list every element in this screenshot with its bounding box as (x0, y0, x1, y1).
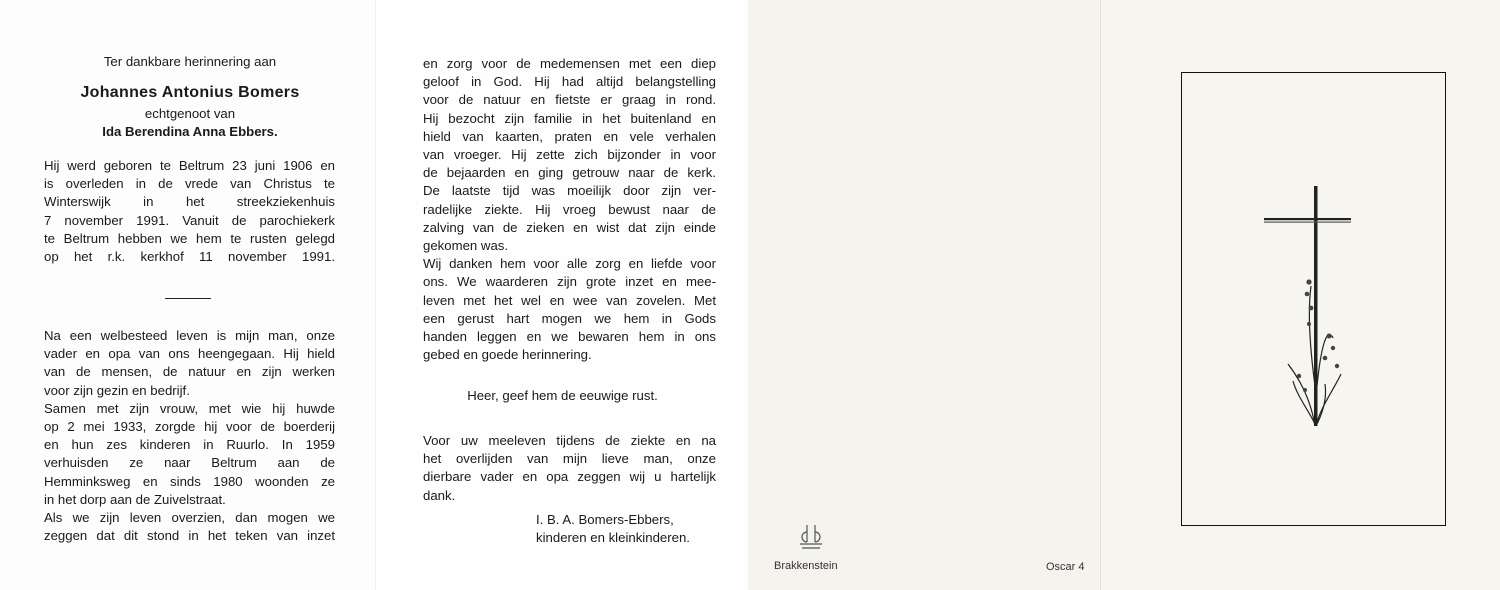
text-line: dank. (423, 487, 456, 503)
text-line: en hun zes kinderen in Ruurlo. In 1959 (44, 437, 335, 453)
text-line: geloof in God. Hij had altijd belangstelling (423, 74, 716, 90)
text-line: voor zijn gezin en bedrijf. (44, 382, 190, 398)
deceased-name: Johannes Antonius Bomers (80, 84, 300, 101)
text-line: Voor uw meeleven tijdens de ziekte en na (423, 433, 716, 448)
text-line: de bejaarden en ging getrouw naar de kerk. (423, 165, 716, 181)
text-line: dierbare vader en opa zeggen wij u hartelijk (423, 469, 716, 485)
card-model: Oscar 4 (1046, 561, 1085, 573)
text-line: gekomen was. (423, 238, 509, 254)
text-line: Na een welbesteed leven is mijn man, onze (44, 328, 335, 343)
text-line: een gerust hart mogen we hem in Gods (423, 310, 716, 326)
text-line: voor de natuur en fietste er graag in rond. (423, 92, 716, 108)
text-line: van de mensen, de natuur en zijn werken (44, 364, 335, 380)
signature-family: kinderen en kleinkinderen. (536, 530, 690, 545)
publisher-logo-icon (796, 522, 826, 552)
spouse-name: Ida Berendina Anna Ebbers. (102, 124, 278, 139)
card-page-left (0, 0, 375, 590)
text-line: op het r.k. kerkhof 11 november 1991. (44, 249, 335, 265)
text-line: is overleden in de vrede van Christus te (44, 176, 335, 192)
text-line: Winterswijk in het streekziekenhuis (44, 194, 335, 210)
text-line: verhuisden ze naar Beltrum aan de (44, 455, 335, 471)
publisher-name: Brakkenstein (774, 560, 838, 572)
text-line: Hij werd geboren te Beltrum 23 juni 1906 en (44, 158, 335, 173)
text-line: te Beltrum hebben we hem te rusten gelegd (44, 230, 335, 246)
text-line: 7 november 1991. Vanuit de parochiekerk (44, 212, 335, 228)
text-line: Hemminksweg en sinds 1980 woonden ze (44, 473, 335, 489)
text-line: leven met het wel en wee van zovelen. Met (423, 292, 716, 308)
spouse-relation: echtgenoot van (144, 106, 236, 121)
text-line: gebed en goede herinnering. (423, 347, 592, 363)
card-cover (1100, 0, 1500, 590)
text-line: radelijke ziekte. Hij vroeg bewust naar de (423, 201, 716, 217)
card-back (748, 0, 1100, 590)
text-line: handen leggen en we bewaren hem in ons (423, 329, 716, 345)
text-line: vader en opa van ons heengegaan. Hij hield (44, 346, 335, 362)
text-line: zalving van de zieken en wist dat zijn einde (423, 219, 716, 235)
signature-name: I. B. A. Bomers-Ebbers, (536, 512, 674, 527)
text-line: De laatste tijd was moeilijk door zijn ver- (423, 183, 716, 199)
card-page-right (375, 0, 749, 590)
text-line: van vroeger. Hij zette zich bijzonder in voor (423, 147, 716, 163)
greeting-text: Ter dankbare herinnering aan (103, 54, 277, 69)
text-line: Wij danken hem voor alle zorg en liefde voor (423, 256, 716, 272)
text-line: Samen met zijn vrouw, met wie hij huwde (44, 400, 335, 416)
text-line: ons. We waarderen zijn grote inzet en mee- (423, 274, 716, 290)
text-line: en zorg voor de medemensen met een diep (423, 56, 716, 71)
text-line: het overlijden van mijn lieve man, onze (423, 451, 716, 467)
continued-text (423, 55, 716, 364)
prayer-text: Heer, geef hem de eeuwige rust. (467, 388, 658, 403)
thanks-text (423, 432, 716, 505)
text-line: hield van kaarten, praten en vele verhalen (423, 128, 716, 144)
bio-life (44, 327, 335, 545)
text-line: Hij bezocht zijn familie in het buitenland en (423, 110, 716, 126)
bio-facts (44, 157, 335, 266)
text-line: Als we zijn leven overzien, dan mogen we (44, 510, 335, 526)
text-line: op 2 mei 1933, zorgde hij voor de boerderij (44, 419, 335, 435)
divider (165, 298, 211, 299)
text-line: zeggen dat dit stond in het teken van inzet (44, 528, 335, 544)
cross-with-flowers-icon (1241, 186, 1351, 436)
text-line: in het dorp aan de Zuivelstraat. (44, 491, 226, 507)
